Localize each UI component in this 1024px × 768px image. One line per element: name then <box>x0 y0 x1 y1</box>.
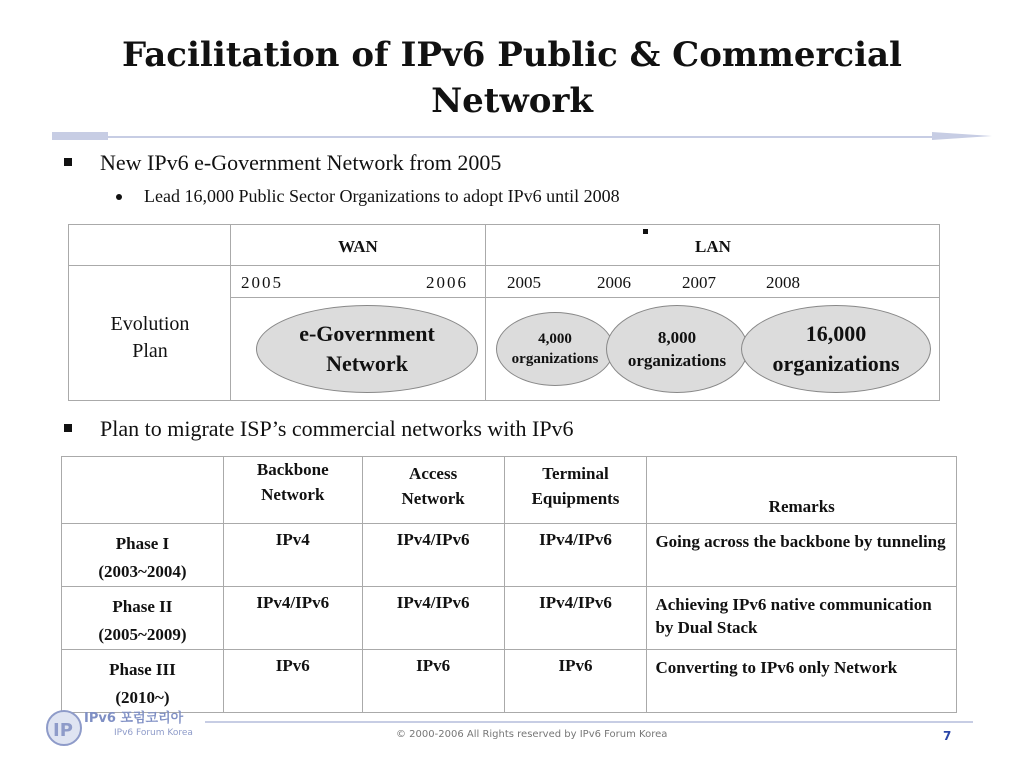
lan-header: LAN <box>695 237 731 256</box>
square-bullet-icon <box>64 424 72 432</box>
phase-cell: Phase III (2010~) <box>62 650 224 713</box>
table-row <box>62 587 957 650</box>
page-number: 7 <box>943 729 952 743</box>
slide-title: Facilitation of IPv6 Public & Commercial Network <box>122 35 902 121</box>
terminal-cell: IPv4/IPv6 <box>504 587 647 650</box>
header-backbone: Backbone Network <box>223 457 362 524</box>
title-underline <box>52 132 992 146</box>
access-cell: IPv4/IPv6 <box>362 587 504 650</box>
table-header-row <box>62 457 957 524</box>
square-bullet-icon <box>64 158 72 166</box>
stage-ellipse-16000: 16,000 organizations <box>741 305 931 393</box>
svg-text:IP: IP <box>53 720 73 741</box>
table-row <box>62 524 957 587</box>
access-cell: IPv6 <box>362 650 504 713</box>
svg-text:IPv6 포럼코리아: IPv6 포럼코리아 <box>84 711 184 726</box>
bullet-text: New IPv6 e-Government Network from 2005 <box>100 150 502 175</box>
backbone-cell: IPv4 <box>223 524 362 587</box>
empty-header-cell <box>62 457 224 524</box>
remarks-cell: Going across the backbone by tunneling <box>647 524 957 587</box>
ipv6-forum-korea-logo <box>44 708 214 752</box>
phase-cell: Phase II (2005~2009) <box>62 587 224 650</box>
terminal-cell: IPv6 <box>504 650 647 713</box>
migration-phase-table <box>61 456 957 713</box>
footer-rule <box>205 721 973 723</box>
lan-year: 2007 <box>682 273 716 292</box>
backbone-cell: IPv4/IPv6 <box>223 587 362 650</box>
access-cell: IPv4/IPv6 <box>362 524 504 587</box>
lan-year: 2005 <box>507 273 541 292</box>
bullet-text: Plan to migrate ISP’s commercial networks with IPv6 <box>100 416 574 441</box>
evolution-plan-table <box>68 224 940 401</box>
backbone-cell: IPv6 <box>223 650 362 713</box>
remarks-cell: Converting to IPv6 only Network <box>647 650 957 713</box>
remarks-cell: Achieving IPv6 native communication by Dual Stack <box>647 587 957 650</box>
header-terminal: Terminal Equipments <box>504 457 647 524</box>
svg-text:IPv6 Forum Korea: IPv6 Forum Korea <box>114 728 193 738</box>
terminal-cell: IPv4/IPv6 <box>504 524 647 587</box>
copyright-text: © 2000-2006 All Rights reserved by IPv6 Forum Korea <box>396 729 668 740</box>
phase-cell: Phase I (2003~2004) <box>62 524 224 587</box>
egov-network-ellipse: e-Government Network <box>256 305 478 393</box>
sub-bullet-text: Lead 16,000 Public Sector Organizations to adopt IPv6 until 2008 <box>144 186 620 206</box>
round-bullet-icon <box>116 194 122 200</box>
wan-header: WAN <box>338 237 378 256</box>
stage-ellipse-4000: 4,000 organizations <box>496 312 614 386</box>
lan-year: 2006 <box>597 273 631 292</box>
header-remarks: Remarks <box>647 457 957 524</box>
table-row <box>62 650 957 713</box>
header-access: Access Network <box>362 457 504 524</box>
evolution-plan-label: Evolution Plan <box>110 313 190 362</box>
stage-ellipse-8000: 8,000 organizations <box>606 305 748 393</box>
wan-year-start: 2005 <box>241 273 283 292</box>
wan-year-end: 2006 <box>426 273 468 292</box>
lan-year: 2008 <box>766 273 800 292</box>
